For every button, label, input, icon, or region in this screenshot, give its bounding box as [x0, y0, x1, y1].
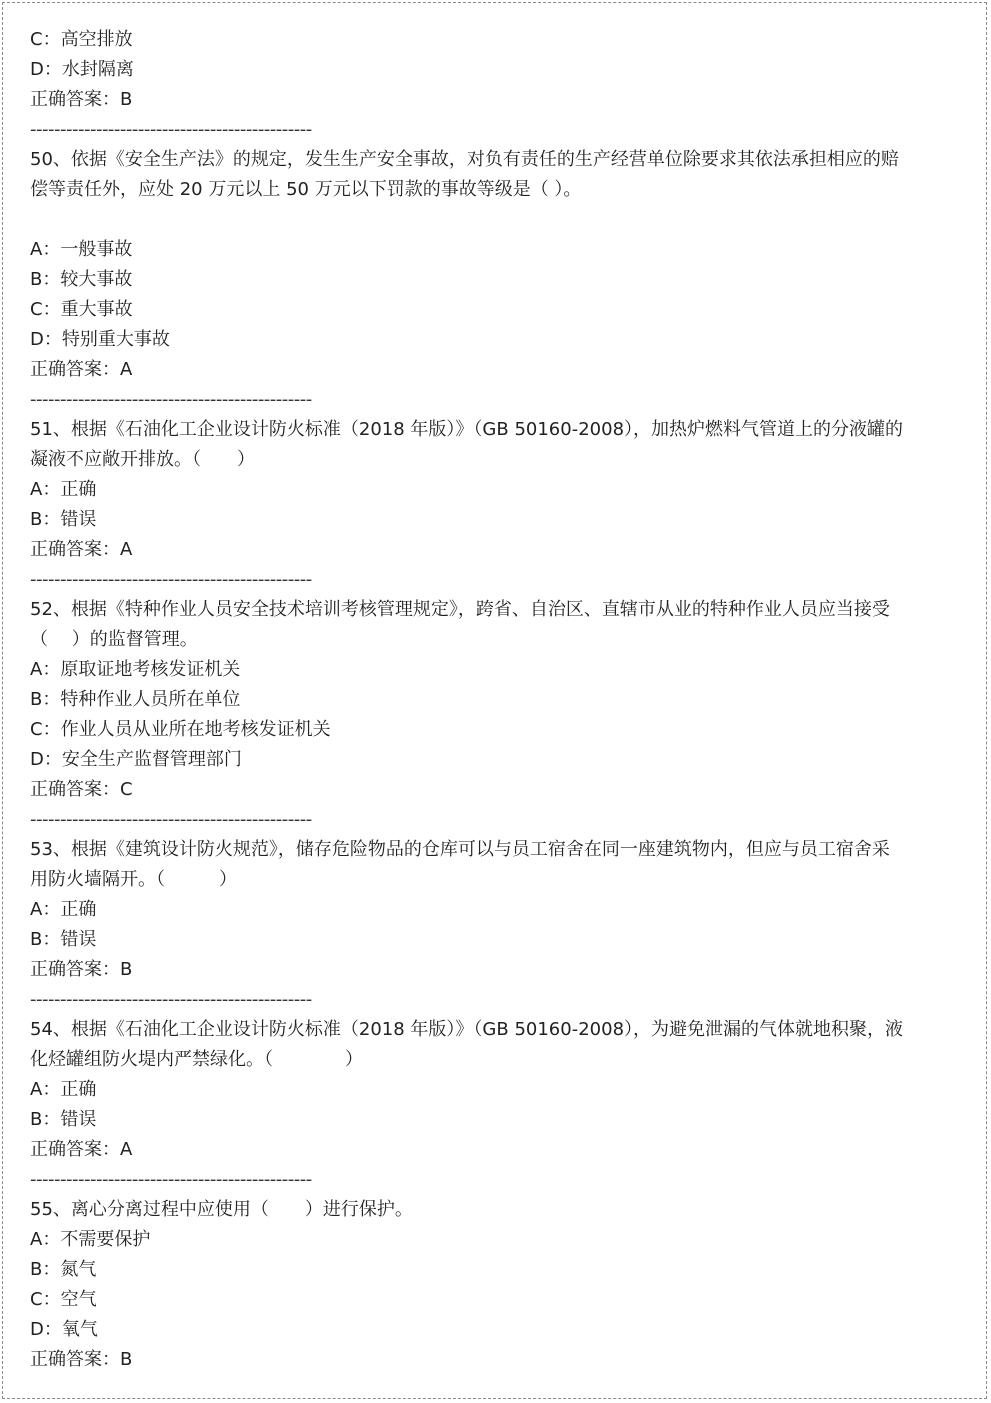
separator: ----------------------------------------------- — [30, 809, 312, 830]
option-d: D：水封隔离 — [30, 59, 134, 80]
option-a: A：正确 — [30, 1079, 97, 1100]
question-53-stem-line2: 用防火墙隔开。（ ） — [30, 869, 237, 890]
option-d: D：安全生产监督管理部门 — [30, 749, 242, 770]
question-54-stem-line2: 化烃罐组防火堤内严禁绿化。（ ） — [30, 1049, 363, 1070]
question-51-stem-line1: 51、根据《石油化工企业设计防火标准（2018 年版）》（GB 50160-2008），加热炉燃料气管道上的分液罐的 — [30, 419, 904, 440]
answer: 正确答案：A — [30, 539, 133, 560]
option-a: A：正确 — [30, 479, 97, 500]
option-d: D：特别重大事故 — [30, 329, 170, 350]
option-c: C：重大事故 — [30, 299, 133, 320]
question-50-stem-line2: 偿等责任外，应处 20 万元以上 50 万元以下罚款的事故等级是（ ）。 — [30, 179, 582, 200]
option-c: C：高空排放 — [30, 29, 133, 50]
option-a: A：正确 — [30, 899, 97, 920]
option-b: B：较大事故 — [30, 269, 133, 290]
question-53-stem-line1: 53、根据《建筑设计防火规范》，储存危险物品的仓库可以与员工宿舍在同一座建筑物内，但应与员工宿舍采 — [30, 839, 890, 860]
option-a: A：原取证地考核发证机关 — [30, 659, 241, 680]
question-54-stem-line1: 54、根据《石油化工企业设计防火标准（2018 年版）》（GB 50160-2008），为避免泄漏的气体就地积聚，液 — [30, 1019, 904, 1040]
spacer — [30, 205, 880, 235]
option-a: A：不需要保护 — [30, 1229, 151, 1250]
option-b: B：错误 — [30, 1109, 97, 1130]
question-55-stem: 55、离心分离过程中应使用（ ）进行保护。 — [30, 1199, 413, 1220]
question-52-stem-line2: （ ）的监督管理。 — [30, 629, 198, 650]
separator: ----------------------------------------------- — [30, 119, 312, 140]
answer: 正确答案：B — [30, 959, 133, 980]
separator: ----------------------------------------------- — [30, 989, 312, 1010]
question-50-stem-line1: 50、依据《安全生产法》的规定，发生生产安全事故，对负有责任的生产经营单位除要求其依法承担相应的赔 — [30, 149, 899, 170]
question-52-stem-line1: 52、根据《特种作业人员安全技术培训考核管理规定》，跨省、自治区、直辖市从业的特种作业人员应当接受 — [30, 599, 890, 620]
option-b: B：错误 — [30, 509, 97, 530]
option-c: C：空气 — [30, 1289, 97, 1310]
option-b: B：氮气 — [30, 1259, 97, 1280]
question-51-stem-line2: 凝液不应敞开排放。（ ） — [30, 449, 255, 470]
answer: 正确答案：A — [30, 359, 133, 380]
separator: ----------------------------------------------- — [30, 1169, 312, 1190]
document-content — [30, 25, 904, 1375]
answer: 正确答案：B — [30, 1349, 133, 1370]
separator: ----------------------------------------------- — [30, 569, 312, 590]
option-d: D：氧气 — [30, 1319, 98, 1340]
option-b: B：错误 — [30, 929, 97, 950]
option-b: B：特种作业人员所在单位 — [30, 689, 241, 710]
separator: ----------------------------------------------- — [30, 389, 312, 410]
answer: 正确答案：A — [30, 1139, 133, 1160]
option-a: A：一般事故 — [30, 239, 133, 260]
answer: 正确答案：B — [30, 89, 133, 110]
answer: 正确答案：C — [30, 779, 133, 800]
option-c: C：作业人员从业所在地考核发证机关 — [30, 719, 331, 740]
